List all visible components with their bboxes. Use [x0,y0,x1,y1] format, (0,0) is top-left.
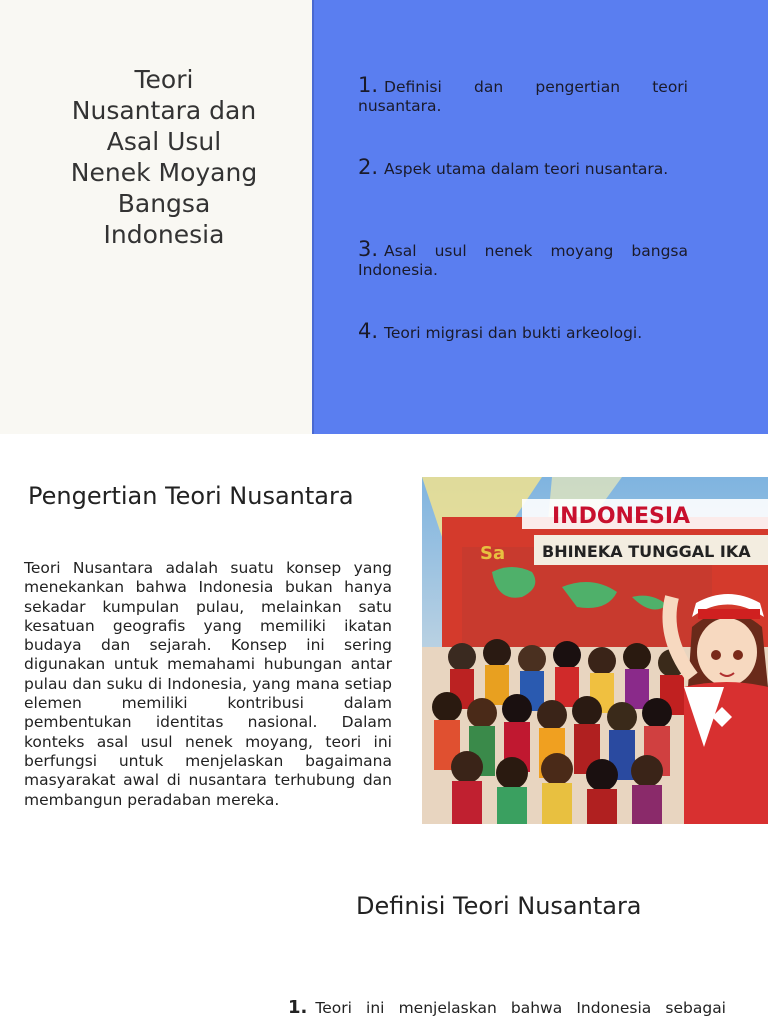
toc-text: Aspek utama dalam teori nusantara. [384,160,669,178]
ribbon-text: BHINEKA TUNGGAL IKA [542,542,751,561]
toc-number: 2. [358,155,379,179]
toc-number: 1. [358,73,379,97]
slide-intro [0,0,768,434]
illustration-image [422,477,768,824]
section-title: Pengertian Teori Nusantara [28,482,354,510]
intro-left-panel [0,0,312,434]
toc-item-4 [358,319,688,343]
item-number: 1. [288,997,308,1018]
toc-text: Asal usul nenek moyang bangsa Indonesia. [358,242,688,279]
slide-definisi [0,844,768,1024]
toc-number: 4. [358,319,379,343]
toc-item-3 [358,237,688,280]
definition-item-1 [288,998,726,1018]
banner-text: INDONESIA [552,504,691,529]
toc-text: Definisi dan pengertian teori nusantara. [358,78,688,115]
slide-pengertian [0,434,768,844]
side-text: Sa [480,543,506,564]
intro-title: Teori Nusantara dan Asal Usul Nenek Moyang Bangsa Indonesia [70,65,258,249]
section-title: Definisi Teori Nusantara [356,892,642,920]
item-text: Teori ini menjelaskan bahwa Indonesia sebagai [315,999,726,1017]
toc-item-1 [358,73,688,116]
toc-text: Teori migrasi dan bukti arkeologi. [384,324,643,342]
section-body: Teori Nusantara adalah suatu konsep yang menekankan bahwa Indonesia bukan hanya sekadar kumpulan pulau, melainkan satu kesatuan geografis yang memiliki ikatan budaya dan sejarah. Konsep ini sering digunakan untuk memahami hubungan antar pulau dan suku di Indonesia, yang mana setiap elemen memiliki kontribusi dalam pembentukan identitas nasional. Dalam konteks asal usul nenek moyang, teori ini berfungsi untuk menjelaskan bagaimana masyarakat awal di nusantara terhubung dan membangun peradaban mereka. [24,559,392,809]
toc-item-2 [358,155,688,179]
intro-toc-panel [312,0,768,434]
toc-number: 3. [358,237,379,261]
